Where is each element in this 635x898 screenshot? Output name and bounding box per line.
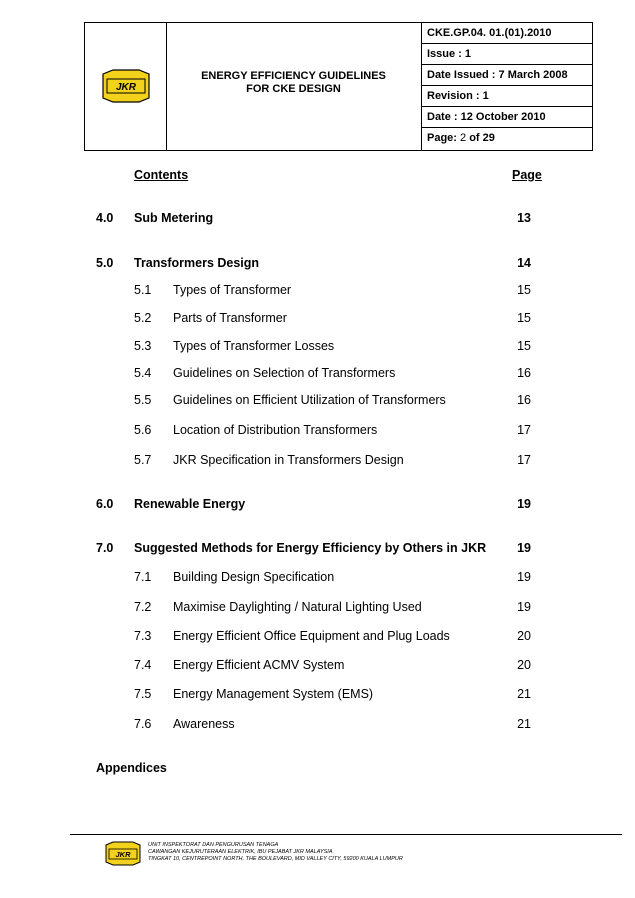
document-title [166, 70, 421, 96]
section-num: 4.0 [96, 211, 114, 225]
subsection-page: 21 [517, 717, 531, 731]
subsection-num: 7.6 [134, 717, 152, 731]
subsection-title: Types of Transformer Losses [173, 339, 335, 353]
subsection-num: 7.4 [134, 658, 152, 672]
subsection-title: Guidelines on Selection of Transformers [173, 366, 396, 380]
revision-date: Date : 12 October 2010 [422, 107, 592, 128]
page-number [422, 128, 592, 149]
footer-divider [70, 834, 622, 835]
subsection-title: Location of Distribution Transformers [173, 423, 378, 437]
section-title: Transformers Design [134, 256, 260, 270]
doc-code: CKE.GP.04. 01.(01).2010 [422, 23, 592, 44]
document-header [84, 22, 593, 151]
footer-line-2: CAWANGAN KEJURUTERAAN ELEKTRIK, IBU PEJABAT JKR MALAYSIA [148, 849, 333, 855]
subsection-title: Guidelines on Efficient Utilization of Transformers [173, 393, 446, 407]
subsection-page: 15 [517, 283, 531, 297]
subsection-page: 17 [517, 453, 531, 467]
subsection-num: 7.2 [134, 600, 152, 614]
subsection-page: 19 [517, 570, 531, 584]
section-page: 14 [517, 256, 531, 270]
contents-heading: Contents [134, 168, 189, 182]
subsection-num: 7.1 [134, 570, 152, 584]
subsection-title: Maximise Daylighting / Natural Lighting Used [173, 600, 422, 614]
page-total: of 29 [466, 132, 495, 144]
subsection-page: 17 [517, 423, 531, 437]
subsection-title: Building Design Specification [173, 570, 335, 584]
subsection-num: 7.5 [134, 687, 152, 701]
subsection-title: Energy Efficient ACMV System [173, 658, 345, 672]
page-label: Page: [427, 132, 461, 144]
footer-line-1: UNIT INSPEKTORAT DAN PENGURUSAN TENAGA [148, 842, 279, 848]
title-line-2: FOR CKE DESIGN [246, 83, 341, 95]
footer-logo-text: JKR [115, 850, 131, 859]
subsection-num: 5.4 [134, 366, 152, 380]
subsection-title: Parts of Transformer [173, 311, 287, 325]
subsection-num: 5.1 [134, 283, 152, 297]
logo-cell [85, 23, 167, 150]
subsection-page: 20 [517, 629, 531, 643]
subsection-title: Energy Efficient Office Equipment and Plug Loads [173, 629, 450, 643]
section-title: Renewable Energy [134, 497, 246, 511]
section-page: 19 [517, 541, 531, 555]
section-page: 13 [517, 211, 531, 225]
section-title: Sub Metering [134, 211, 214, 225]
section-num: 7.0 [96, 541, 114, 555]
section-num: 6.0 [96, 497, 114, 511]
subsection-num: 5.5 [134, 393, 152, 407]
page-heading: Page [512, 168, 542, 182]
doc-info-cell [422, 23, 592, 150]
subsection-num: 5.7 [134, 453, 152, 467]
section-num: 5.0 [96, 256, 114, 270]
appendices-heading: Appendices [96, 761, 167, 775]
subsection-num: 5.3 [134, 339, 152, 353]
subsection-num: 7.3 [134, 629, 152, 643]
subsection-page: 21 [517, 687, 531, 701]
section-page: 19 [517, 497, 531, 511]
date-issued: Date Issued : 7 March 2008 [422, 65, 592, 86]
subsection-page: 15 [517, 339, 531, 353]
title-cell [166, 23, 422, 150]
footer-line-3: TINGKAT 10, CENTREPOINT NORTH, THE BOULEVARD, MID VALLEY CITY, 59200 KUALA LUMPUR [148, 856, 403, 862]
subsection-page: 19 [517, 600, 531, 614]
subsection-title: Energy Management System (EMS) [173, 687, 374, 701]
page-num: 2 [460, 132, 467, 144]
subsection-title: JKR Specification in Transformers Design [173, 453, 404, 467]
subsection-title: Awareness [173, 717, 235, 731]
subsection-num: 5.6 [134, 423, 152, 437]
subsection-page: 20 [517, 658, 531, 672]
subsection-num: 5.2 [134, 311, 152, 325]
revision: Revision : 1 [422, 86, 592, 107]
section-title: Suggested Methods for Energy Efficiency by Others in JKR [134, 541, 487, 555]
footer-jkr-logo [103, 841, 143, 866]
subsection-title: Types of Transformer [173, 283, 292, 297]
logo-text: JKR [115, 82, 137, 93]
title-line-1: ENERGY EFFICIENCY GUIDELINES [201, 70, 386, 82]
subsection-page: 16 [517, 366, 531, 380]
issue: Issue : 1 [422, 44, 592, 65]
jkr-logo [99, 68, 153, 104]
subsection-page: 16 [517, 393, 531, 407]
subsection-page: 15 [517, 311, 531, 325]
